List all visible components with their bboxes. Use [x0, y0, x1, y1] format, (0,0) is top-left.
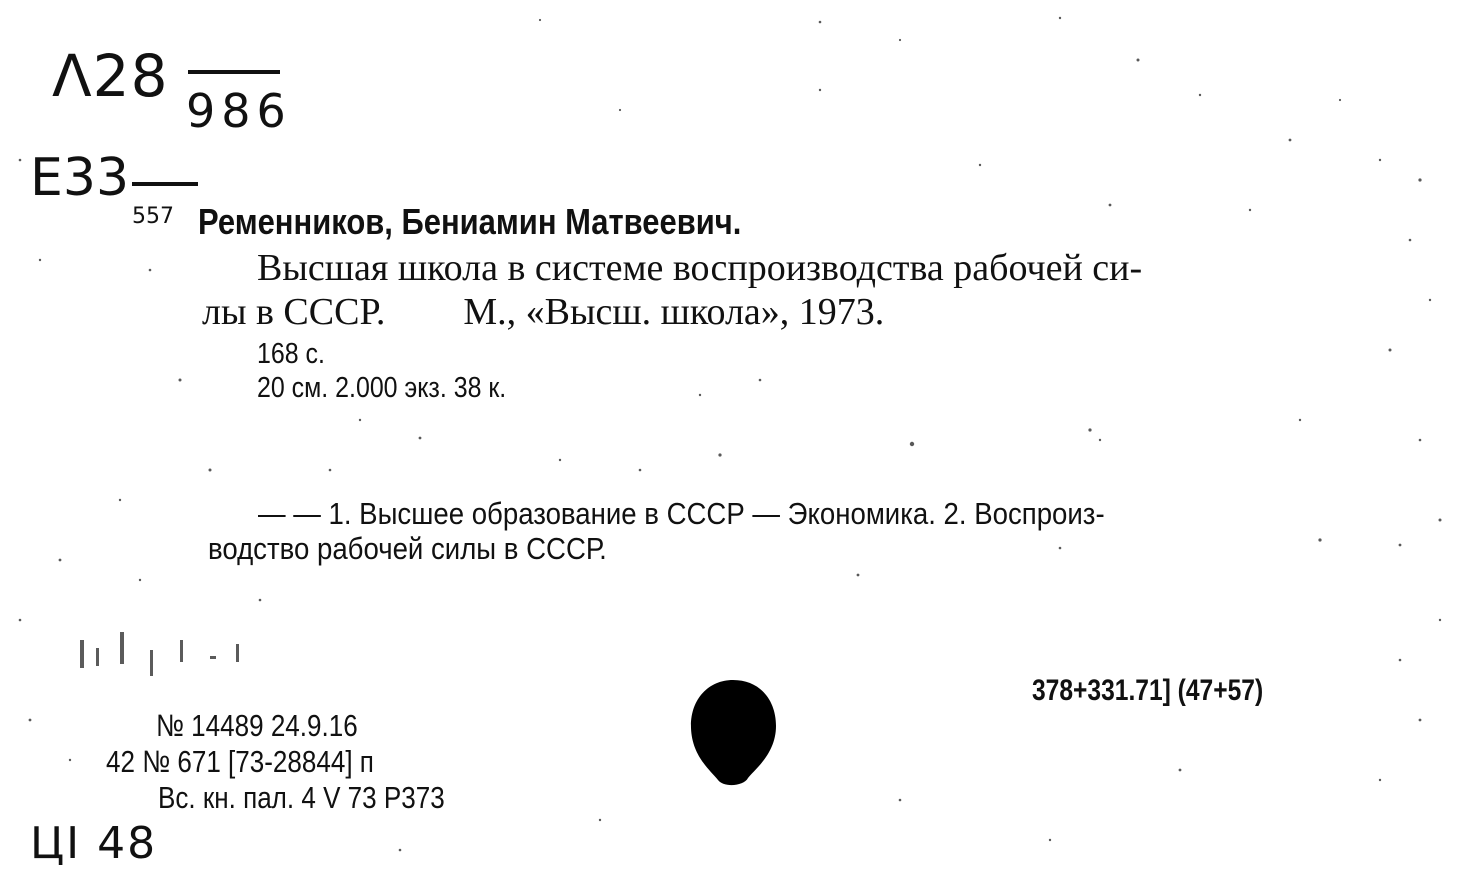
physical-description: 20 см. 2.000 экз. 38 к. [257, 372, 507, 404]
subject-headings-line-2: водство рабочей силы в СССР. [208, 531, 607, 566]
author-heading: Ременников, Бениамин Матвеевич. [198, 201, 742, 242]
title-line-1: Высшая школа в системе воспроизводства рабочей си- [257, 247, 1143, 289]
subject-headings-line-1: — — 1. Высшее образование в СССР — Экономика. 2. Воспроиз- [258, 496, 1105, 531]
call-number-second: Е33 [30, 148, 130, 208]
handwritten-inventory-note: ЦI 48 [30, 818, 158, 869]
print-info-line-1: № 14489 24.9.16 [156, 708, 358, 743]
call-number-fraction-bar [188, 70, 280, 74]
call-number-second-denominator: 557 [132, 204, 174, 229]
classification-number: 378+331.71] (47+57) [1032, 674, 1264, 707]
title-line-2-text: лы в СССР. [202, 291, 386, 333]
call-number-top-denominator: 986 [186, 84, 292, 138]
publisher-imprint: М., «Высш. школа», 1973. [463, 291, 885, 333]
card-punch-hole [688, 678, 778, 790]
call-number-top: Λ28 [52, 42, 169, 110]
print-info-line-2: 42 № 671 [73-28844] п [106, 744, 374, 779]
print-info-line-3: Вс. кн. пал. 4 V 73 Р373 [158, 780, 445, 815]
title-line-2 [202, 290, 884, 334]
page-count: 168 с. [257, 338, 325, 370]
call-number-second-bar [132, 182, 198, 186]
